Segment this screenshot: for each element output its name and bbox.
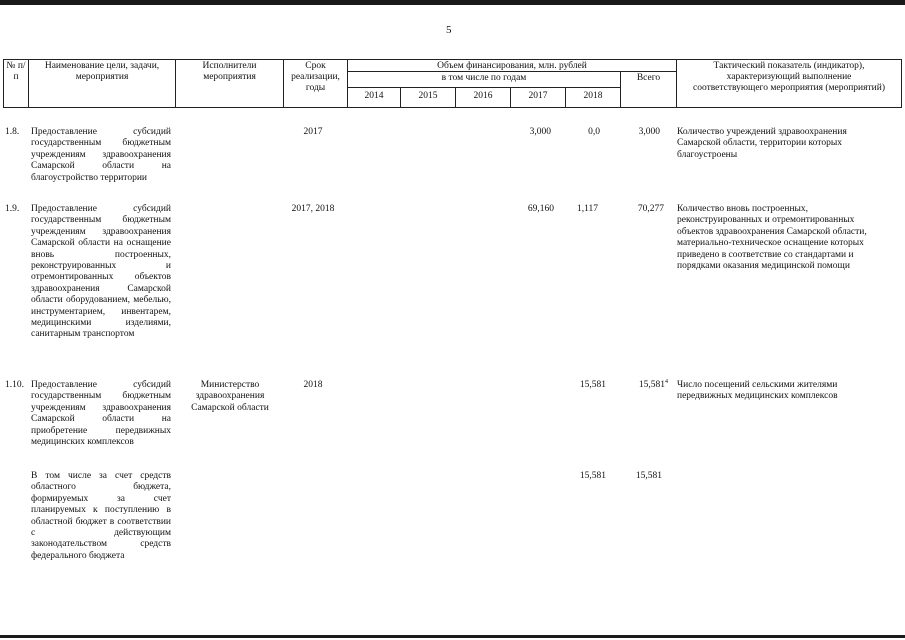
- row-name: Предоставление субсидий государственным бюджетным учреждениям здравоохранения Самарской области на благоустройство территории: [31, 127, 171, 183]
- header-year-2018: 2018: [583, 91, 603, 101]
- row-2017: 3,000: [529, 127, 551, 137]
- row-indicator: Количество учреждений здравоохранения Самарской области, территории которых благоустроены: [677, 127, 847, 160]
- row-term: 2017, 2018: [291, 204, 335, 214]
- header-year-2016: 2016: [473, 91, 493, 101]
- row-name: Предоставление субсидий государственным бюджетным учреждениям здравоохранения Самарской области на приобретение передвижных медицинских комплексов: [31, 380, 171, 448]
- row-name: Предоставление субсидий государственным бюджетным учреждениям здравоохранения Самарской области на оснащение вновь построенных, реконструированных и отремонтированных объектов здравоохранения Самарской области оборудованием, мебелью, инструментарием, инвентарем, медицинскими изделиями, санитарным транспортом: [31, 204, 171, 340]
- header-num: № п/п: [6, 61, 26, 82]
- top-scan-border: [0, 0, 905, 5]
- row-indicator: Число посещений сельскими жителями передвижных медицинских комплексов: [677, 380, 838, 402]
- row-2018: 15,581: [579, 380, 606, 390]
- row-indicator: Количество вновь построенных, реконструированных и отремонтированных объектов здравоохранения Самарской области, материально-техническое оснащение которых приведено в соответствие со стандартами и порядками оказания медицинской помощи: [677, 204, 867, 272]
- table-header: [3, 59, 902, 108]
- row-num: 1.10.: [5, 380, 24, 390]
- row-2017: 69,160: [527, 204, 554, 214]
- row-2018: 1,117: [576, 204, 598, 214]
- page-number: 5: [446, 24, 452, 36]
- row-term: 2018: [303, 380, 323, 390]
- row-term: 2017: [303, 127, 323, 137]
- row-2018: 15,581: [579, 471, 606, 481]
- row-name: В том числе за счет средств областного бюджета, формируемых за счет планируемых к поступлению в областной бюджет в соответствии с действующим законодательством средств федерального бюджета: [31, 471, 171, 561]
- header-indicator: Тактический показатель (индикатор), характеризующий выполнение соответствующего мероприятия (мероприятий): [692, 61, 885, 93]
- row-2018: 0,0: [588, 127, 600, 137]
- bottom-scan-border: [0, 635, 905, 638]
- header-executors: Исполнители мероприятия: [202, 61, 257, 82]
- header-finance: Объем финансирования, млн. рублей: [437, 61, 587, 71]
- header-year-2015: 2015: [418, 91, 438, 101]
- header-year-2017: 2017: [528, 91, 548, 101]
- header-name: Наименование цели, задачи, мероприятия: [44, 61, 160, 82]
- row-total: 3,000: [638, 127, 660, 137]
- row-executor: Министерство здравоохранения Самарской области: [191, 380, 269, 413]
- header-by-years: в том числе по годам: [441, 73, 527, 83]
- header-year-2014: 2014: [364, 91, 384, 101]
- row-num: 1.8.: [5, 127, 20, 137]
- row-total: 15,581: [635, 471, 662, 481]
- row-total: 70,277: [637, 204, 664, 214]
- header-term: Срок реализации, годы: [291, 61, 340, 93]
- header-total: Всего: [636, 73, 661, 83]
- row-total: 15,581$^4$: [638, 378, 668, 390]
- row-num: 1.9.: [5, 204, 20, 214]
